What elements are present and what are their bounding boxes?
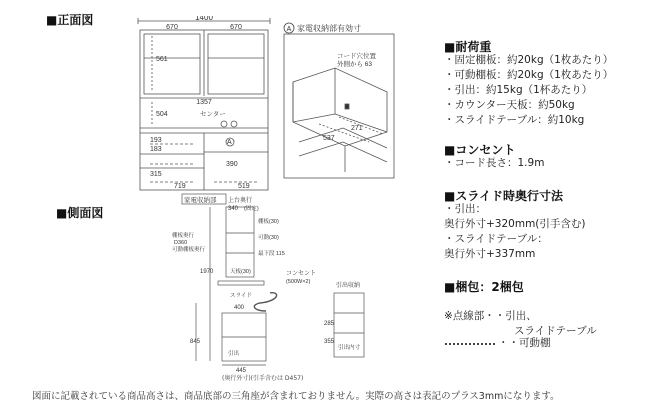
side-fixed-label: (固定) bbox=[244, 206, 259, 212]
side-dim-400: 400 bbox=[234, 305, 245, 311]
dim-upper-left: 670 bbox=[166, 24, 178, 31]
weight-item: ・可動棚板：約20kg（1枚あたり） bbox=[444, 69, 614, 81]
front-view-title: ■正面図 bbox=[46, 13, 94, 27]
side-slide-label: スライド bbox=[230, 293, 252, 299]
dotted-line-icon bbox=[444, 341, 496, 347]
dim-519: 519 bbox=[238, 183, 250, 190]
outlet-title: ■コンセント bbox=[444, 143, 516, 157]
pack-title: ■梱包：2梱包 bbox=[444, 280, 524, 294]
dim-upper-height: 561 bbox=[156, 56, 168, 63]
outlet-item: ・コード長さ：1.9m bbox=[444, 157, 545, 169]
legend-dashed: ※点線部・・引出、 bbox=[444, 310, 537, 322]
cord-note-line2: 外側から 63 bbox=[337, 61, 373, 68]
dim-537: 537 bbox=[323, 135, 335, 142]
side-view-title: ■側面図 bbox=[56, 206, 104, 220]
slide-item: ・スライドテーブル： bbox=[444, 233, 548, 245]
side-appliance-label: 家電収納部 bbox=[184, 197, 217, 204]
side-outlet-label: コンセント bbox=[286, 271, 317, 277]
side-dim-left-2: 845 bbox=[190, 339, 201, 345]
side-counter-label: 天板(30) bbox=[230, 269, 251, 275]
footnote: 図面に記載されている商品高さは、商品底部の三角座が含まれておりません。実際の高さは表記のプラス3mmになります。 bbox=[32, 391, 560, 402]
cord-note-line1: コード穴位置 bbox=[337, 53, 376, 60]
side-shelf-label4: 最下段 115 bbox=[258, 251, 285, 257]
side-outlet-value: (500W×2) bbox=[286, 279, 311, 285]
weight-item: ・引出：約15kg（1杯あたり） bbox=[444, 84, 593, 96]
side-depth-top: 上台奥行 bbox=[228, 198, 253, 204]
appliance-detail-drawing bbox=[283, 22, 395, 180]
legend-dashed-2: スライドテーブル bbox=[514, 325, 597, 337]
weight-item: ・スライドテーブル：約10kg bbox=[444, 114, 585, 126]
side-shelf-label2: 可動棚板奥行 bbox=[172, 247, 206, 253]
side-shelf-thickness: 棚板(30) bbox=[258, 219, 279, 225]
side-dim-bottom: (奥行外寸)(引手含むは D457) bbox=[222, 375, 304, 382]
side-depth-top-value: 340 bbox=[228, 206, 239, 212]
legend-dotted: ・・可動棚 bbox=[498, 337, 551, 349]
side-drawer-dim2: 355 bbox=[324, 339, 335, 345]
dim-271: 271 bbox=[351, 125, 363, 132]
side-shelf-label3: 可動(30) bbox=[258, 235, 279, 241]
weight-title: ■耐荷重 bbox=[444, 40, 492, 54]
side-shelf-label1: 棚板奥行 bbox=[172, 233, 195, 239]
slide-list bbox=[444, 202, 586, 262]
detail-marker: A bbox=[286, 26, 292, 33]
dim-counter-width: 1357 bbox=[196, 99, 212, 106]
dim-183: 183 bbox=[150, 146, 162, 153]
front-view-drawing bbox=[130, 16, 278, 194]
side-drawer-label: 引出収納 bbox=[336, 283, 361, 289]
side-drawer-dim: 285 bbox=[324, 321, 335, 327]
side-dim-445: 445 bbox=[236, 368, 247, 374]
center-label: センター bbox=[200, 111, 226, 118]
side-lower-label: 引出 bbox=[228, 351, 240, 357]
weight-item: ・固定棚板：約20kg（1枚あたり） bbox=[444, 54, 614, 66]
side-dim-left-1: 1970 bbox=[200, 269, 214, 275]
slide-item: 奥行外寸+337mm bbox=[444, 248, 536, 260]
side-drawer-inner: 引出内寸 bbox=[338, 345, 361, 351]
front-marker-a: A bbox=[227, 139, 232, 146]
weight-item: ・カウンター天板：約50kg bbox=[444, 99, 575, 111]
detail-title: 家電収納部有効寸 bbox=[297, 24, 361, 33]
dim-390: 390 bbox=[226, 161, 238, 168]
dim-193: 193 bbox=[150, 137, 162, 144]
side-view-drawing bbox=[170, 193, 370, 375]
dim-315: 315 bbox=[150, 171, 162, 178]
slide-title: ■スライド時奥行寸法 bbox=[444, 189, 563, 203]
dim-upper-right: 670 bbox=[230, 24, 242, 31]
dim-counter-height: 504 bbox=[156, 111, 168, 118]
weight-list bbox=[444, 53, 613, 128]
dim-width: 1400 bbox=[195, 16, 213, 22]
dim-719: 719 bbox=[174, 183, 186, 190]
slide-item: ・引出： bbox=[444, 203, 486, 215]
slide-item: 奥行外寸+320mm(引手含む) bbox=[444, 218, 586, 230]
side-shelf-label1-val: D360 bbox=[174, 240, 188, 246]
